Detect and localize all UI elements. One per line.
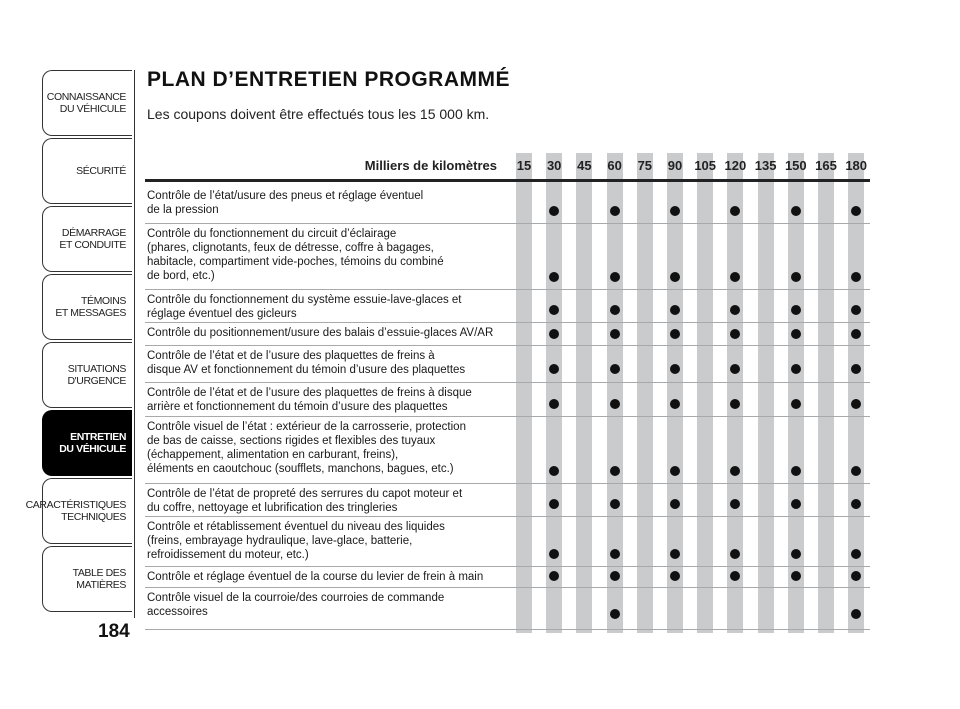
service-dot bbox=[851, 305, 861, 315]
service-dot bbox=[851, 364, 861, 374]
service-dot bbox=[791, 272, 801, 282]
service-dot bbox=[791, 499, 801, 509]
service-dot bbox=[730, 206, 740, 216]
km-column-header: 150 bbox=[784, 158, 807, 173]
service-dot bbox=[549, 399, 559, 409]
service-dot bbox=[851, 571, 861, 581]
row-description: Contrôle du fonctionnement du système essuie-lave-glaces et réglage éventuel des gicleurs bbox=[147, 294, 462, 320]
service-dot bbox=[851, 329, 861, 339]
maintenance-schedule-table bbox=[145, 153, 870, 633]
km-column-header: 105 bbox=[694, 158, 717, 173]
page-number: 184 bbox=[98, 621, 130, 642]
service-dot bbox=[670, 364, 680, 374]
service-dot bbox=[791, 364, 801, 374]
service-dot bbox=[791, 206, 801, 216]
service-dot bbox=[610, 206, 620, 216]
service-dot bbox=[851, 609, 861, 619]
tab-caracteristiques-techniques[interactable]: CARACTÉRISTIQUES TECHNIQUES bbox=[42, 478, 132, 544]
service-dot bbox=[851, 466, 861, 476]
service-dot bbox=[670, 399, 680, 409]
tab-connaissance-du-vehicule[interactable]: CONNAISSANCE DU VÉHICULE bbox=[42, 70, 132, 136]
service-dot bbox=[549, 549, 559, 559]
km-column-header: 165 bbox=[815, 158, 837, 173]
row-description: Contrôle et rétablissement éventuel du niveau des liquides (freins, embrayage hydraulique, lave-glace, batterie, refroidissement du moteur, etc.) bbox=[147, 521, 445, 561]
service-dot bbox=[610, 571, 620, 581]
km-column-header: 135 bbox=[754, 158, 777, 173]
table-row bbox=[145, 516, 870, 567]
service-dot bbox=[549, 364, 559, 374]
service-dot bbox=[610, 609, 620, 619]
service-dot bbox=[730, 272, 740, 282]
row-description: Contrôle du positionnement/usure des balais d’essuie-glaces AV/AR bbox=[147, 327, 494, 339]
tab-situations-d-urgence[interactable]: SITUATIONS D'URGENCE bbox=[42, 342, 132, 408]
service-dot bbox=[730, 305, 740, 315]
tab-demarrage-et-conduite[interactable]: DÉMARRAGE ET CONDUITE bbox=[42, 206, 132, 272]
km-column-header: 15 bbox=[516, 158, 532, 173]
km-header-label: Milliers de kilomètres bbox=[364, 158, 497, 173]
table-row bbox=[145, 587, 870, 630]
service-dot bbox=[549, 272, 559, 282]
table-row bbox=[145, 416, 870, 484]
service-dot bbox=[610, 329, 620, 339]
table-row bbox=[145, 223, 870, 290]
row-description: Contrôle visuel de la courroie/des courroies de commande accessoires bbox=[147, 592, 445, 618]
service-dot bbox=[610, 364, 620, 374]
service-dot bbox=[549, 206, 559, 216]
service-dot bbox=[670, 272, 680, 282]
service-dot bbox=[791, 399, 801, 409]
service-dot bbox=[851, 272, 861, 282]
service-dot bbox=[549, 499, 559, 509]
service-dot bbox=[610, 466, 620, 476]
service-dot bbox=[610, 499, 620, 509]
service-dot bbox=[730, 571, 740, 581]
service-dot bbox=[549, 329, 559, 339]
service-dot bbox=[851, 399, 861, 409]
km-column-header: 60 bbox=[607, 158, 622, 173]
table-row bbox=[145, 289, 870, 323]
row-description: Contrôle et réglage éventuel de la course du levier de frein à main bbox=[147, 571, 484, 583]
row-description: Contrôle de l’état et de l’usure des plaquettes de freins à disque AV et fonctionnement du témoin d’usure des plaquettes bbox=[147, 350, 466, 376]
table-row bbox=[145, 345, 870, 383]
km-column-header: 30 bbox=[546, 158, 562, 173]
service-dot bbox=[610, 272, 620, 282]
service-dot bbox=[670, 329, 680, 339]
service-dot bbox=[670, 571, 680, 581]
tab-entretien-du-vehicule[interactable]: ENTRETIEN DU VÉHICULE bbox=[42, 410, 132, 476]
tab-table-des-matieres[interactable]: TABLE DES MATIÈRES bbox=[42, 546, 132, 612]
service-dot bbox=[670, 305, 680, 315]
tab-temoins-et-messages[interactable]: TÉMOINS ET MESSAGES bbox=[42, 274, 132, 340]
km-column-header: 90 bbox=[667, 158, 683, 173]
table-row bbox=[145, 382, 870, 417]
service-dot bbox=[791, 549, 801, 559]
service-dot bbox=[791, 571, 801, 581]
service-dot bbox=[730, 364, 740, 374]
service-dot bbox=[791, 305, 801, 315]
service-dot bbox=[851, 549, 861, 559]
row-description: Contrôle de l’état de propreté des serrures du capot moteur et du coffre, nettoyage et lubrification des tringleries bbox=[147, 488, 463, 514]
service-dot bbox=[730, 499, 740, 509]
tab-securite[interactable]: SÉCURITÉ bbox=[42, 138, 132, 204]
page-title: PLAN D’ENTRETIEN PROGRAMMÉ bbox=[147, 68, 511, 91]
km-column-header: 180 bbox=[845, 158, 868, 173]
row-description: Contrôle du fonctionnement du circuit d’éclairage (phares, clignotants, feux de détresse, coffre à bagages, habitacle, compartiment vide-poches, témoins du combiné de bord, etc.) bbox=[147, 228, 444, 282]
table-row bbox=[145, 185, 870, 224]
row-description: Contrôle de l’état/usure des pneus et réglage éventuel de la pression bbox=[147, 190, 424, 216]
service-dot bbox=[670, 466, 680, 476]
service-dot bbox=[851, 206, 861, 216]
row-description: Contrôle de l’état et de l’usure des plaquettes de freins à disque arrière et fonctionnement du témoin d’usure des plaquettes bbox=[147, 387, 472, 413]
km-column-header: 75 bbox=[637, 158, 653, 173]
service-dot bbox=[549, 466, 559, 476]
service-dot bbox=[791, 329, 801, 339]
service-dot bbox=[610, 399, 620, 409]
row-description: Contrôle visuel de l’état : extérieur de la carrosserie, protection de bas de caisse, sections rigides et flexibles des tuyaux (échappement, alimentation en carburant, freins), éléments en caoutchouc (soufflets, manchons, bagues, etc.) bbox=[147, 421, 466, 475]
service-dot bbox=[610, 305, 620, 315]
km-column-header: 120 bbox=[724, 158, 747, 173]
service-dot bbox=[851, 499, 861, 509]
service-dot bbox=[610, 549, 620, 559]
page-subtitle: Les coupons doivent être effectués tous les 15 000 km. bbox=[147, 106, 490, 122]
service-dot bbox=[670, 206, 680, 216]
header-divider bbox=[145, 179, 870, 182]
service-dot bbox=[791, 466, 801, 476]
service-dot bbox=[730, 549, 740, 559]
km-column-header: 45 bbox=[577, 158, 592, 173]
service-dot bbox=[730, 329, 740, 339]
table-row bbox=[145, 322, 870, 346]
service-dot bbox=[670, 549, 680, 559]
table-row bbox=[145, 566, 870, 588]
table-row bbox=[145, 483, 870, 517]
service-dot bbox=[730, 399, 740, 409]
service-dot bbox=[549, 571, 559, 581]
sidebar-nav bbox=[25, 70, 135, 618]
service-dot bbox=[670, 499, 680, 509]
service-dot bbox=[730, 466, 740, 476]
service-dot bbox=[549, 305, 559, 315]
